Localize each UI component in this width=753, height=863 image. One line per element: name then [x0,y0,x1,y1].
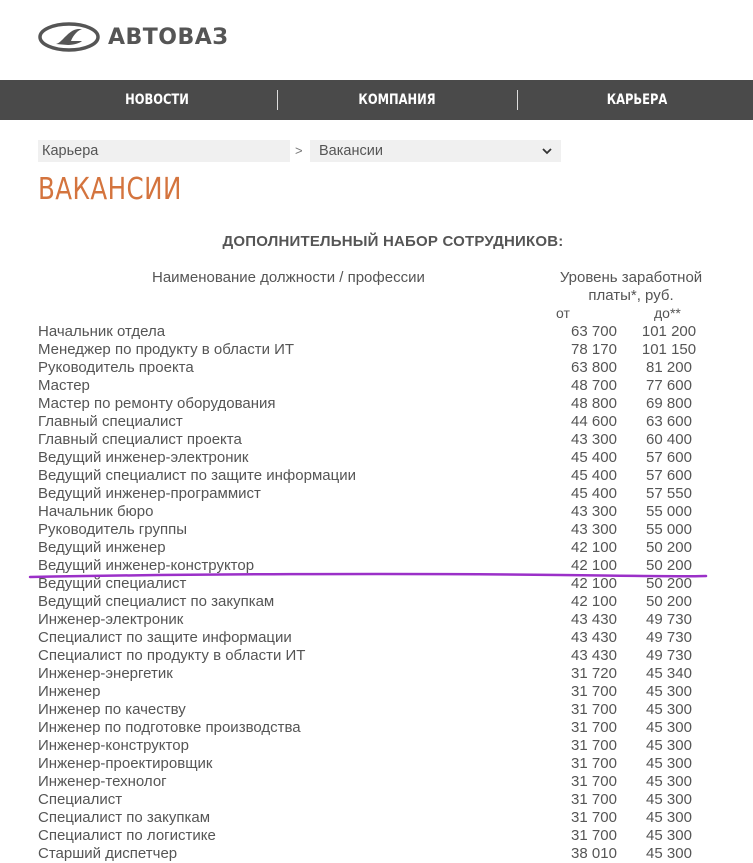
nav-item-company[interactable]: КОМПАНИЯ [358,92,436,108]
table-row [0,485,753,503]
column-header-position: Наименование должности / профессии [152,269,425,286]
position-name: Мастер по ремонту оборудования [38,395,276,412]
salary-from: 31 700 [571,809,617,826]
logo-text: АВТОВАЗ [108,24,229,50]
position-name: Главный специалист [38,413,183,430]
salary-from: 63 800 [571,359,617,376]
salary-from: 43 430 [571,647,617,664]
table-row [0,701,753,719]
table-row [0,395,753,413]
salary-to: 49 730 [646,611,692,628]
salary-to: 60 400 [646,431,692,448]
table-row [0,539,753,557]
salary-to: 45 300 [646,845,692,862]
position-name: Специалист по закупкам [38,809,211,826]
position-name: Специалист [38,791,123,808]
salary-from: 63 700 [571,323,617,340]
salary-to: 45 300 [646,791,692,808]
salary-to: 45 300 [646,683,692,700]
table-row [0,629,753,647]
position-name: Ведущий специалист по защите информации [38,467,356,484]
salary-from: 45 400 [571,467,617,484]
table-row [0,449,753,467]
table-row [0,827,753,845]
vacancy-table [0,323,753,863]
page-title: ВАКАНСИИ [38,172,182,207]
salary-from: 31 700 [571,791,617,808]
table-row [0,359,753,377]
salary-from: 43 430 [571,629,617,646]
section-subtitle: ДОПОЛНИТЕЛЬНЫЙ НАБОР СОТРУДНИКОВ: [222,233,564,250]
position-name: Ведущий инженер-конструктор [38,557,255,574]
column-header-to: до** [654,305,681,321]
position-name: Инженер-конструктор [38,737,189,754]
salary-to: 57 600 [646,449,692,466]
position-name: Начальник отдела [38,323,166,340]
table-row [0,521,753,539]
position-name: Инженер-энергетик [38,665,173,682]
salary-from: 45 400 [571,485,617,502]
position-name: Специалист по продукту в области ИТ [38,647,306,664]
position-name: Инженер-электроник [38,611,184,628]
table-row [0,683,753,701]
salary-to: 55 000 [646,521,692,538]
salary-from: 31 700 [571,719,617,736]
salary-from: 43 300 [571,521,617,538]
salary-from: 31 720 [571,665,617,682]
salary-from: 42 100 [571,539,617,556]
salary-to: 45 300 [646,773,692,790]
salary-from: 31 700 [571,701,617,718]
salary-to: 101 200 [641,323,697,340]
salary-to: 55 000 [646,503,692,520]
lada-boat-icon [38,22,100,52]
table-row [0,845,753,863]
position-name: Ведущий специалист по закупкам [38,593,275,610]
position-name: Ведущий инженер [38,539,166,556]
salary-to: 49 730 [646,647,692,664]
position-name: Начальник бюро [38,503,154,520]
salary-to: 50 200 [646,557,692,574]
salary-from: 78 170 [571,341,617,358]
salary-from: 31 700 [571,755,617,772]
salary-to: 63 600 [646,413,692,430]
salary-to: 50 200 [646,593,692,610]
salary-from: 43 300 [571,503,617,520]
salary-to: 69 800 [646,395,692,412]
position-name: Инженер [38,683,101,700]
table-row [0,575,753,593]
table-row [0,611,753,629]
salary-from: 31 700 [571,737,617,754]
salary-from: 45 400 [571,449,617,466]
salary-to: 50 200 [646,575,692,592]
position-name: Инженер по подготовке производства [38,719,301,736]
salary-to: 45 340 [646,665,692,682]
table-row [0,809,753,827]
salary-to: 45 300 [646,701,692,718]
position-name: Главный специалист проекта [38,431,242,448]
position-name: Руководитель группы [38,521,187,538]
position-name: Ведущий инженер-электроник [38,449,249,466]
table-row [0,719,753,737]
table-row [0,557,753,575]
nav-item-career[interactable]: КАРЬЕРА [606,92,668,108]
table-row [0,467,753,485]
salary-from: 31 700 [571,773,617,790]
salary-from: 31 700 [571,683,617,700]
table-row [0,791,753,809]
position-name: Старший диспетчер [38,845,178,862]
salary-from: 31 700 [571,827,617,844]
salary-from: 42 100 [571,557,617,574]
table-row [0,737,753,755]
table-row [0,323,753,341]
logo[interactable] [38,22,228,52]
table-row [0,665,753,683]
table-row [0,413,753,431]
salary-to: 57 600 [646,467,692,484]
position-name: Мастер [38,377,90,394]
salary-to: 49 730 [646,629,692,646]
main-nav [0,80,753,120]
salary-to: 50 200 [646,539,692,556]
position-name: Специалист по логистике [38,827,216,844]
position-name: Ведущий инженер-программист [38,485,261,502]
position-name: Инженер по качеству [38,701,186,718]
breadcrumb-select-vacancies[interactable] [310,140,561,162]
table-row [0,647,753,665]
salary-to: 45 300 [646,719,692,736]
table-row [0,755,753,773]
column-header-from: от [556,305,570,321]
salary-to: 45 300 [646,827,692,844]
salary-from: 43 300 [571,431,617,448]
table-row [0,773,753,791]
salary-to: 81 200 [646,359,692,376]
salary-from: 42 100 [571,575,617,592]
nav-divider [277,90,278,110]
breadcrumb-career-label: Карьера [42,143,99,159]
table-row [0,377,753,395]
position-name: Ведущий специалист [38,575,187,592]
table-row [0,341,753,359]
salary-from: 42 100 [571,593,617,610]
position-name: Менеджер по продукту в области ИТ [38,341,295,358]
salary-from: 43 430 [571,611,617,628]
salary-to: 57 550 [646,485,692,502]
table-row [0,431,753,449]
salary-from: 38 010 [571,845,617,862]
salary-to: 45 300 [646,755,692,772]
breadcrumb-career[interactable] [38,140,290,162]
salary-to: 77 600 [646,377,692,394]
position-name: Инженер-проектировщик [38,755,213,772]
breadcrumb-select-value: Вакансии [319,143,383,159]
salary-to: 101 150 [641,341,697,358]
salary-to: 45 300 [646,737,692,754]
salary-from: 48 700 [571,377,617,394]
table-row [0,503,753,521]
position-name: Специалист по защите информации [38,629,292,646]
table-row [0,593,753,611]
salary-from: 48 800 [571,395,617,412]
position-name: Инженер-технолог [38,773,167,790]
column-header-salary: Уровень заработной платы*, руб. [559,269,703,304]
chevron-down-icon [541,144,553,158]
salary-to: 45 300 [646,809,692,826]
nav-item-news[interactable]: НОВОСТИ [125,92,189,108]
salary-from: 44 600 [571,413,617,430]
position-name: Руководитель проекта [38,359,194,376]
nav-divider [517,90,518,110]
breadcrumb-separator: > [295,143,303,158]
